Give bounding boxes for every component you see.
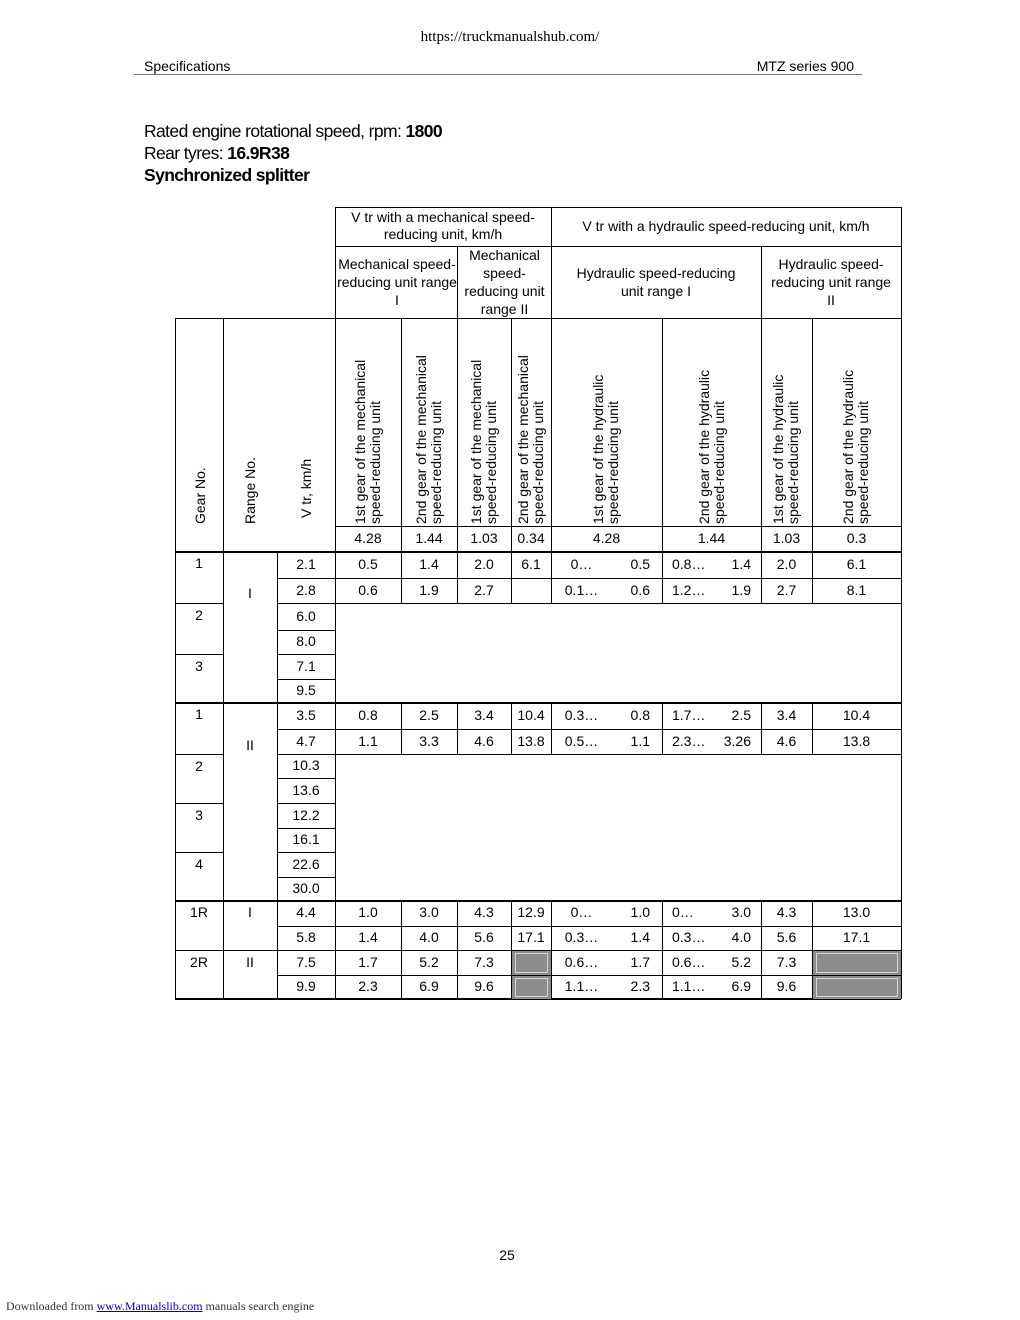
data-value: 2.0 bbox=[776, 555, 797, 572]
data-value: 0.3… bbox=[564, 929, 599, 945]
data-value: 6.9 bbox=[731, 978, 751, 994]
gear-column-header-line: speed-reducing unit bbox=[367, 401, 383, 524]
data-value: 0.5 bbox=[630, 555, 650, 572]
gear-column-header bbox=[353, 360, 383, 524]
gear-no-cell: 2 bbox=[195, 607, 203, 623]
data-value: 1.1 bbox=[358, 732, 378, 749]
gear-no-cell: 3 bbox=[195, 807, 203, 823]
grid-line bbox=[901, 551, 902, 999]
grid-line bbox=[335, 207, 901, 208]
data-value: 2.7 bbox=[474, 581, 494, 598]
ratio-value: 1.03 bbox=[772, 530, 801, 546]
vtr-value: 30.0 bbox=[292, 879, 320, 896]
data-value: 4.0 bbox=[419, 929, 439, 945]
gear-column-header bbox=[469, 360, 499, 524]
data-value: 1.2… bbox=[672, 581, 706, 598]
data-value: 13.0 bbox=[842, 904, 871, 920]
gear-column-header bbox=[697, 370, 727, 524]
grid-line bbox=[277, 551, 278, 999]
grid-line bbox=[401, 318, 402, 551]
data-value: 2.3… bbox=[672, 732, 706, 749]
data-value: 4.6 bbox=[474, 732, 494, 749]
data-value: 13.8 bbox=[842, 732, 871, 749]
vtr-value: 16.1 bbox=[292, 831, 320, 847]
data-value: 6.9 bbox=[419, 978, 439, 994]
vtr-value: 8.0 bbox=[296, 633, 316, 649]
data-value: 0.3… bbox=[564, 706, 599, 723]
data-value: 3.3 bbox=[419, 732, 439, 749]
vtr-value: 12.2 bbox=[292, 806, 320, 823]
data-value: 1.4 bbox=[419, 555, 439, 572]
data-value: 1.0 bbox=[358, 904, 378, 920]
data-value: 0.5 bbox=[358, 555, 378, 572]
data-value: 2.3 bbox=[630, 978, 650, 994]
download-footer: Downloaded from www.Manualslib.com manuals search engine bbox=[6, 1299, 315, 1313]
hyd-range1-header: Hydraulic speed-reducing unit range I bbox=[576, 265, 736, 299]
vtr-value: 22.6 bbox=[292, 855, 320, 872]
hyd-group-header: V tr with a hydraulic speed-reducing unit, km/h bbox=[582, 218, 870, 234]
data-value: 5.2 bbox=[731, 953, 751, 970]
grid-line bbox=[335, 578, 901, 579]
vtr-value: 3.5 bbox=[296, 706, 316, 723]
gear-column-header-line: speed-reducing unit bbox=[483, 401, 499, 524]
data-value: 6.1 bbox=[521, 555, 541, 572]
grid-line bbox=[335, 526, 901, 527]
gear-column-header bbox=[771, 375, 801, 524]
data-value: 6.1 bbox=[846, 555, 867, 572]
grid-line bbox=[175, 852, 223, 853]
vtr-value: 9.5 bbox=[296, 681, 316, 698]
header-left: Specifications bbox=[144, 58, 231, 74]
range-no-cell: I bbox=[248, 904, 252, 920]
header-right: MTZ series 900 bbox=[756, 58, 854, 74]
gear-column-header-line: 2nd gear of the hydraulic bbox=[840, 369, 856, 524]
data-value: 1.4 bbox=[358, 929, 378, 945]
vtr-value: 6.0 bbox=[296, 607, 316, 624]
data-value: 4.3 bbox=[474, 904, 494, 920]
grid-line bbox=[277, 603, 335, 604]
ratio-value: 4.28 bbox=[354, 530, 382, 546]
data-value: 7.3 bbox=[776, 953, 797, 970]
data-value: 1.9 bbox=[731, 581, 751, 598]
data-value: 1.1 bbox=[630, 732, 650, 749]
vtr-value: 13.6 bbox=[292, 781, 320, 798]
grid-line bbox=[277, 729, 335, 730]
data-value: 7.3 bbox=[474, 953, 494, 970]
grid-line bbox=[175, 551, 176, 999]
data-value: 3.4 bbox=[776, 706, 797, 723]
data-value: 0.6… bbox=[672, 953, 706, 970]
grid-line bbox=[277, 852, 335, 853]
data-value: 3.0 bbox=[419, 904, 439, 920]
vtr-value: 9.9 bbox=[296, 978, 316, 994]
vtr-value: 5.8 bbox=[296, 929, 316, 945]
grid-line bbox=[277, 778, 335, 779]
data-value: 0.8… bbox=[672, 555, 706, 572]
gear-column-header-line: speed-reducing unit bbox=[530, 401, 546, 524]
grid-line bbox=[335, 754, 901, 755]
gear-column-header-line: 2nd gear of the mechanical bbox=[515, 355, 531, 524]
grid-line bbox=[335, 246, 901, 247]
hyd-range2-header: Hydraulic speed-reducing unit range II bbox=[771, 256, 891, 308]
shaded-cell-inner bbox=[515, 953, 548, 973]
data-value: 2.5 bbox=[419, 706, 439, 723]
data-value: 4.0 bbox=[731, 929, 751, 945]
grid-line bbox=[277, 975, 335, 976]
data-value: 1.7 bbox=[630, 953, 650, 970]
gear-no-cell: 2 bbox=[195, 758, 203, 774]
mech-group-header: V tr with a mechanical speed-reducing unit, km/h bbox=[351, 209, 535, 242]
data-value: 0.8 bbox=[630, 706, 650, 723]
vtr-value: 10.3 bbox=[292, 757, 320, 773]
gear-column-header-line: speed-reducing unit bbox=[711, 401, 727, 524]
grid-line bbox=[812, 318, 813, 551]
vtr-value: 2.8 bbox=[296, 581, 316, 598]
data-value: 2.7 bbox=[776, 581, 797, 598]
gear-column-header-line: 1st gear of the hydraulic bbox=[770, 374, 786, 524]
grid-line bbox=[277, 578, 335, 579]
ratio-value: 1.44 bbox=[415, 530, 443, 546]
data-value: 1.0 bbox=[630, 904, 650, 920]
vtr-header: V tr, km/h bbox=[298, 458, 314, 518]
grid-line bbox=[175, 603, 223, 604]
gear-column-header bbox=[414, 355, 444, 524]
ratio-value: 0.34 bbox=[517, 530, 545, 546]
gear-column-header-line: speed-reducing unit bbox=[785, 401, 801, 524]
data-value: 1.4 bbox=[731, 555, 751, 572]
grid-line bbox=[277, 950, 335, 951]
data-value: 0.8 bbox=[358, 706, 378, 723]
gear-column-header bbox=[516, 355, 546, 524]
data-value: 1.1… bbox=[672, 978, 706, 994]
grid-line bbox=[335, 603, 901, 604]
data-value: 0.3… bbox=[672, 929, 706, 945]
data-value: 0.5… bbox=[564, 732, 599, 749]
vtr-value: 7.5 bbox=[296, 953, 316, 970]
grid-line bbox=[277, 877, 335, 878]
gear-column-header-line: speed-reducing unit bbox=[428, 401, 444, 524]
data-value: 10.4 bbox=[842, 706, 871, 723]
manualslib-link[interactable]: www.Manualslib.com bbox=[96, 1299, 203, 1313]
grid-line bbox=[175, 702, 901, 704]
gear-column-header-line: 1st gear of the mechanical bbox=[352, 359, 368, 524]
data-value: 3.26 bbox=[723, 732, 751, 749]
data-value: 10.4 bbox=[517, 706, 545, 723]
range-no-cell: I bbox=[248, 584, 252, 601]
grid-line bbox=[511, 318, 512, 551]
gear-column-header-line: 2nd gear of the hydraulic bbox=[696, 369, 712, 524]
gear-column-header-line: speed-reducing unit bbox=[605, 401, 621, 524]
data-value: 2.0 bbox=[474, 555, 494, 572]
gear-no-cell: 1R bbox=[190, 904, 208, 920]
vtr-value: 2.1 bbox=[296, 555, 316, 572]
data-value: 5.6 bbox=[776, 929, 797, 945]
gear-no-cell: 3 bbox=[195, 658, 203, 674]
grid-line bbox=[175, 551, 901, 553]
ratio-value: 4.28 bbox=[592, 530, 621, 546]
grid-line bbox=[277, 754, 335, 755]
data-value: 1.9 bbox=[419, 581, 439, 598]
grid-line bbox=[175, 318, 901, 319]
data-value: 0.6 bbox=[630, 581, 650, 598]
grid-line bbox=[223, 950, 277, 951]
gear-column-header-line: 1st gear of the mechanical bbox=[468, 359, 484, 524]
data-value: 17.1 bbox=[517, 929, 545, 945]
range-no-header: Range No. bbox=[242, 457, 258, 524]
grid-line bbox=[175, 654, 223, 655]
data-value: 2.3 bbox=[358, 978, 378, 994]
grid-line bbox=[277, 803, 335, 804]
data-value: 8.1 bbox=[846, 581, 867, 598]
vtr-value: 4.7 bbox=[296, 732, 316, 749]
data-value: 12.9 bbox=[517, 904, 545, 920]
grid-line bbox=[335, 729, 901, 730]
gear-no-cell: 1 bbox=[195, 706, 203, 722]
data-value: 0.1… bbox=[564, 581, 599, 598]
data-value: 1.7 bbox=[358, 953, 378, 970]
shaded-cell-inner bbox=[816, 953, 898, 973]
mech-range1-header: Mechanical speed-reducing unit range I bbox=[337, 256, 457, 308]
gear-column-header-line: 1st gear of the hydraulic bbox=[590, 374, 606, 524]
grid-line bbox=[175, 754, 223, 755]
grid-line bbox=[175, 950, 223, 951]
data-value: 9.6 bbox=[776, 978, 797, 994]
grid-line bbox=[223, 318, 224, 551]
gear-no-cell: 1 bbox=[195, 555, 203, 571]
grid-line bbox=[277, 679, 335, 680]
data-value: 1.7… bbox=[672, 706, 706, 723]
data-value: 4.6 bbox=[776, 732, 797, 749]
data-value: 0… bbox=[672, 904, 694, 920]
gear-column-header-line: speed-reducing unit bbox=[855, 401, 871, 524]
page-number: 25 bbox=[499, 1247, 515, 1263]
rated-speed-label: Rated engine rotational speed, rpm: bbox=[144, 121, 406, 141]
grid-line bbox=[662, 318, 663, 551]
data-value: 3.4 bbox=[474, 706, 494, 723]
range-no-cell: II bbox=[246, 736, 254, 753]
rear-tyres-value: 16.9R38 bbox=[227, 143, 290, 163]
ratio-value: 1.44 bbox=[697, 530, 726, 546]
grid-line bbox=[335, 207, 336, 551]
data-value: 0… bbox=[570, 904, 593, 920]
data-value: 0.6… bbox=[564, 953, 599, 970]
data-value: 1.1… bbox=[564, 978, 599, 994]
data-value: 5.6 bbox=[474, 929, 494, 945]
grid-line bbox=[901, 207, 902, 551]
gear-no-cell: 4 bbox=[195, 856, 203, 872]
data-value: 4.3 bbox=[776, 904, 797, 920]
data-value: 0… bbox=[570, 555, 593, 572]
range-no-cell: II bbox=[246, 954, 254, 970]
ratio-value: 0.3 bbox=[846, 530, 867, 546]
source-url: https://truckmanualshub.com/ bbox=[420, 29, 600, 45]
grid-line bbox=[223, 551, 224, 999]
grid-line bbox=[277, 654, 335, 655]
vtr-value: 4.4 bbox=[296, 904, 316, 920]
data-value: 9.6 bbox=[474, 978, 494, 994]
grid-line bbox=[277, 828, 335, 829]
gear-column-header-line: 2nd gear of the mechanical bbox=[413, 355, 429, 524]
rated-speed-value: 1800 bbox=[405, 121, 443, 141]
data-value: 2.5 bbox=[731, 706, 751, 723]
grid-line bbox=[277, 630, 335, 631]
mech-range2-header: Mechanical speed-reducing unit range II bbox=[464, 247, 545, 317]
vtr-value: 7.1 bbox=[296, 657, 316, 674]
shaded-cell-inner bbox=[816, 978, 898, 997]
grid-line bbox=[335, 926, 901, 927]
ratio-value: 1.03 bbox=[470, 530, 498, 546]
shaded-cell-inner bbox=[515, 978, 548, 997]
data-value: 17.1 bbox=[842, 929, 871, 945]
gear-no-cell: 2R bbox=[190, 954, 208, 970]
grid-line bbox=[175, 803, 223, 804]
rear-tyres-label: Rear tyres: bbox=[144, 143, 228, 163]
grid-line bbox=[175, 318, 176, 551]
data-value: 13.8 bbox=[517, 732, 545, 749]
data-value: 1.4 bbox=[630, 929, 650, 945]
gear-column-header bbox=[591, 375, 621, 524]
data-value: 3.0 bbox=[731, 904, 751, 920]
gear-column-header bbox=[841, 370, 871, 524]
grid-line bbox=[277, 926, 335, 927]
data-value: 0.6 bbox=[358, 581, 378, 598]
gear-no-header: Gear No. bbox=[192, 467, 208, 524]
grid-line bbox=[175, 900, 901, 902]
data-value: 5.2 bbox=[419, 953, 439, 970]
grid-line bbox=[551, 207, 552, 551]
splitter-heading: Synchronized splitter bbox=[144, 165, 310, 185]
